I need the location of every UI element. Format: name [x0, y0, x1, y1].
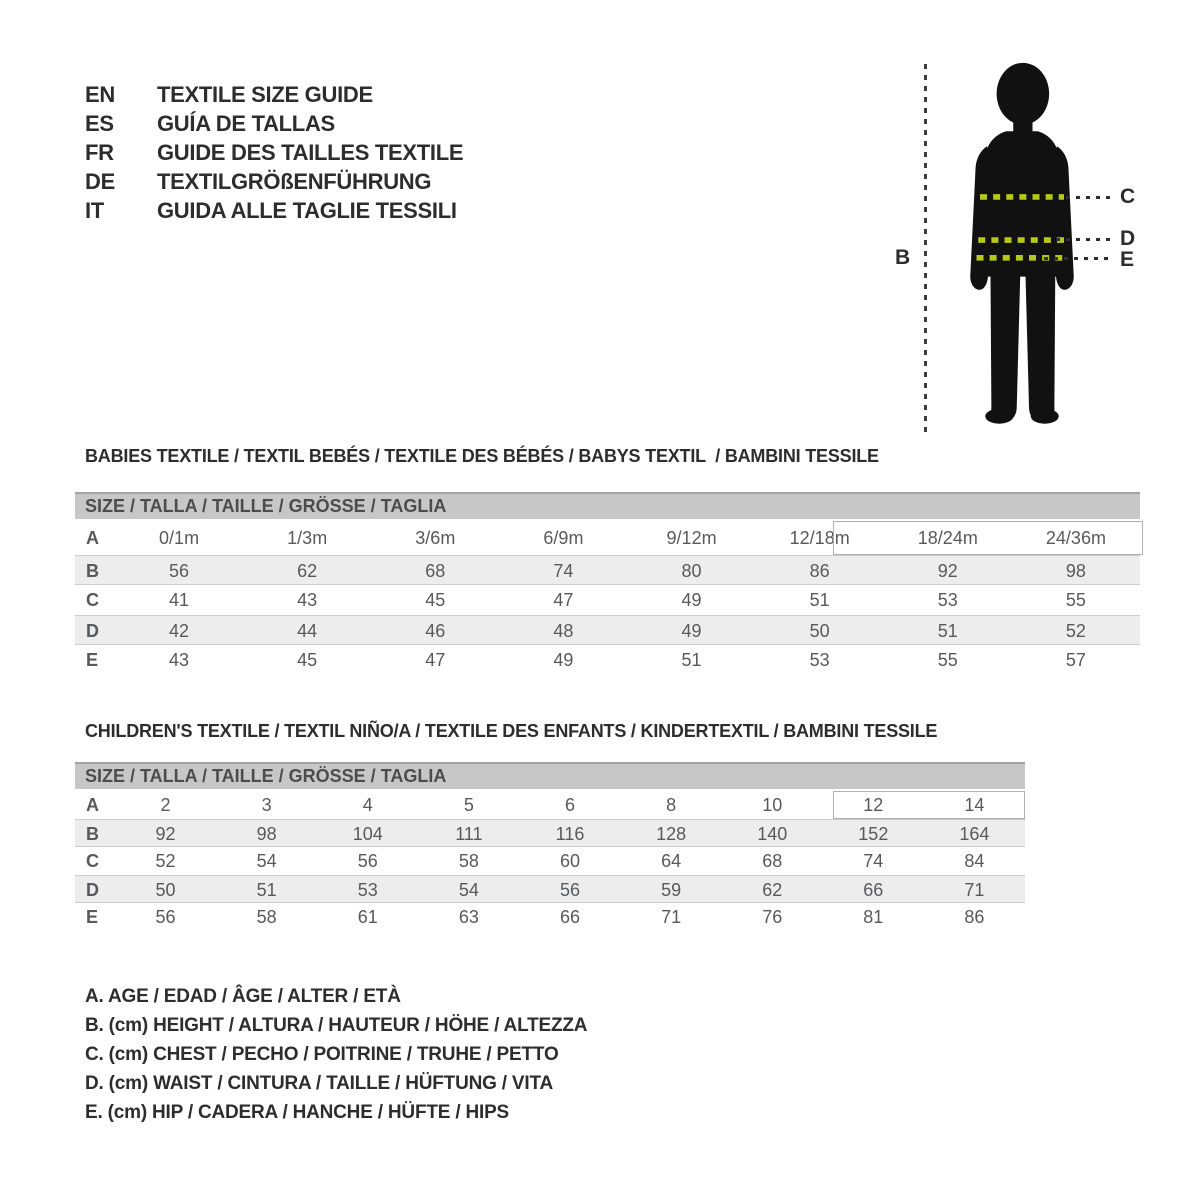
size-value-cell: 60 — [559, 851, 580, 871]
size-value-cell: 62 — [762, 880, 783, 900]
size-value-cell: 43 — [169, 650, 190, 670]
size-value-cell: 61 — [357, 907, 378, 927]
size-value-cell: 6 — [564, 795, 575, 815]
size-table-row-D — [75, 615, 1140, 645]
size-value-cell: 2 — [160, 795, 171, 815]
language-guide-title: GUIDE DES TAILLES TEXTILE — [157, 140, 464, 165]
size-value-cell: 62 — [297, 561, 318, 581]
size-value-cell: 54 — [458, 880, 479, 900]
size-value-cell: 53 — [357, 880, 378, 900]
hip-dotted-line — [1044, 257, 1110, 260]
size-value-cell: 0/1m — [159, 528, 200, 548]
size-value-cell: 92 — [937, 561, 958, 581]
size-value-cell: 50 — [809, 621, 830, 641]
size-value-cell: 4 — [362, 795, 373, 815]
legend-item: E. (cm) HIP / CADERA / HANCHE / HÜFTE / HIPS — [85, 1102, 510, 1123]
size-table-header: SIZE / TALLA / TAILLE / GRÖSSE / TAGLIA — [75, 762, 1025, 789]
size-value-cell: 55 — [1065, 590, 1086, 610]
size-value-cell: 116 — [555, 824, 585, 844]
language-row — [85, 196, 463, 225]
size-value-cell: 68 — [762, 851, 783, 871]
height-measure-dashed-line — [924, 64, 927, 437]
legend-item: C. (cm) CHEST / PECHO / POITRINE / TRUHE / PETTO — [85, 1044, 559, 1065]
size-value-cell: 58 — [458, 851, 479, 871]
size-value-cell: 8 — [666, 795, 677, 815]
size-table-row-C — [75, 847, 1025, 875]
babies-section-title: BABIES TEXTILE / TEXTIL BEBÉS / TEXTILE DES BÉBÉS / BABYS TEXTIL / BAMBINI TESSILE — [85, 446, 879, 466]
size-value-cell: 80 — [681, 561, 702, 581]
size-value-cell: 3/6m — [415, 528, 456, 548]
row-label: C — [86, 590, 99, 610]
row-label: A — [86, 528, 99, 548]
size-value-cell: 6/9m — [543, 528, 584, 548]
size-table-row-B — [75, 819, 1025, 847]
size-value-cell: 45 — [297, 650, 318, 670]
size-value-cell: 56 — [169, 561, 190, 581]
size-value-cell: 48 — [553, 621, 574, 641]
size-table-row-E — [75, 645, 1140, 675]
height-measure-label: B — [895, 246, 911, 269]
language-code: IT — [85, 198, 104, 223]
language-row — [85, 80, 463, 109]
language-guide-title: GUIDA ALLE TAGLIE TESSILI — [157, 198, 457, 223]
size-value-cell: 71 — [964, 880, 985, 900]
size-value-cell: 51 — [937, 621, 958, 641]
size-value-cell: 51 — [256, 880, 277, 900]
size-value-cell: 1/3m — [287, 528, 328, 548]
row-label: D — [86, 621, 99, 641]
measurement-legend — [85, 982, 587, 1127]
size-value-cell: 56 — [155, 907, 176, 927]
size-value-cell: 71 — [661, 907, 682, 927]
size-table-row-B — [75, 555, 1140, 585]
language-code: FR — [85, 140, 114, 165]
size-value-cell: 5 — [463, 795, 474, 815]
size-value-cell: 42 — [169, 621, 190, 641]
size-value-cell: 14 — [964, 795, 985, 815]
size-value-cell: 18/24m — [917, 528, 978, 548]
size-value-cell: 52 — [155, 851, 176, 871]
waist-dotted-line — [1056, 238, 1110, 241]
size-value-cell: 140 — [757, 824, 788, 844]
legend-item: D. (cm) WAIST / CINTURA / TAILLE / HÜFTUNG / VITA — [85, 1073, 553, 1094]
size-table-row-D — [75, 875, 1025, 903]
size-value-cell: 12/18m — [789, 528, 850, 548]
babies-highlighted-sizes-box — [833, 521, 1143, 555]
row-label: B — [86, 824, 99, 844]
size-value-cell: 57 — [1065, 650, 1086, 670]
size-value-cell: 49 — [553, 650, 574, 670]
size-value-cell: 66 — [559, 907, 580, 927]
language-title-list — [85, 80, 463, 225]
size-value-cell: 128 — [656, 824, 687, 844]
size-value-cell: 24/36m — [1045, 528, 1106, 548]
size-value-cell: 47 — [553, 590, 574, 610]
size-table-row-C — [75, 585, 1140, 615]
size-value-cell: 86 — [964, 907, 985, 927]
size-value-cell: 12 — [863, 795, 884, 815]
legend-item: A. AGE / EDAD / ÂGE / ALTER / ETÀ — [85, 986, 401, 1007]
row-label: A — [86, 795, 99, 815]
size-value-cell: 9/12m — [666, 528, 717, 548]
size-value-cell: 98 — [256, 824, 277, 844]
size-value-cell: 74 — [863, 851, 884, 871]
size-value-cell: 86 — [809, 561, 830, 581]
size-value-cell: 54 — [256, 851, 277, 871]
size-value-cell: 44 — [297, 621, 318, 641]
size-value-cell: 41 — [169, 590, 190, 610]
language-row — [85, 138, 463, 167]
size-value-cell: 51 — [681, 650, 702, 670]
size-value-cell: 52 — [1065, 621, 1086, 641]
size-value-cell: 45 — [425, 590, 446, 610]
row-label: C — [86, 851, 99, 871]
babies-size-table — [75, 492, 1140, 675]
size-value-cell: 56 — [357, 851, 378, 871]
size-value-cell: 111 — [455, 824, 483, 844]
row-label: E — [86, 650, 99, 670]
size-value-cell: 55 — [937, 650, 958, 670]
size-value-cell: 50 — [155, 880, 176, 900]
size-value-cell: 53 — [809, 650, 830, 670]
size-value-cell: 98 — [1065, 561, 1086, 581]
size-value-cell: 76 — [762, 907, 783, 927]
hip-measure-label: E — [1120, 248, 1135, 271]
size-value-cell: 84 — [964, 851, 985, 871]
children-section-title: CHILDREN'S TEXTILE / TEXTIL NIÑO/A / TEXTILE DES ENFANTS / KINDERTEXTIL / BAMBINI TESSILE — [85, 721, 938, 741]
size-value-cell: 47 — [425, 650, 446, 670]
row-label: E — [86, 907, 99, 927]
size-value-cell: 53 — [937, 590, 958, 610]
size-value-cell: 58 — [256, 907, 277, 927]
size-value-cell: 74 — [553, 561, 574, 581]
size-value-cell: 152 — [858, 824, 889, 844]
language-guide-title: TEXTILGRÖßENFÜHRUNG — [157, 169, 432, 194]
size-value-cell: 10 — [762, 795, 783, 815]
size-value-cell: 66 — [863, 880, 884, 900]
size-value-cell: 63 — [458, 907, 479, 927]
language-guide-title: TEXTILE SIZE GUIDE — [157, 82, 373, 107]
size-value-cell: 51 — [809, 590, 830, 610]
language-row — [85, 109, 463, 138]
language-guide-title: GUÍA DE TALLAS — [157, 111, 335, 136]
size-value-cell: 81 — [863, 907, 884, 927]
waist-measure-label: D — [1120, 227, 1136, 250]
language-row — [85, 167, 463, 196]
size-value-cell: 43 — [297, 590, 318, 610]
children-size-table — [75, 762, 1025, 931]
language-code: EN — [85, 82, 115, 107]
size-value-cell: 49 — [681, 590, 702, 610]
size-value-cell: 104 — [352, 824, 383, 844]
size-value-cell: 46 — [425, 621, 446, 641]
size-value-cell: 49 — [681, 621, 702, 641]
chest-measure-label: C — [1120, 185, 1136, 208]
legend-item: B. (cm) HEIGHT / ALTURA / HAUTEUR / HÖHE / ALTEZZA — [85, 1015, 588, 1036]
size-value-cell: 3 — [261, 795, 272, 815]
size-value-cell: 59 — [661, 880, 682, 900]
row-label: B — [86, 561, 99, 581]
size-value-cell: 92 — [155, 824, 176, 844]
children-highlighted-sizes-box — [833, 791, 1025, 819]
size-value-cell: 68 — [425, 561, 446, 581]
size-value-cell: 64 — [661, 851, 682, 871]
size-table-header: SIZE / TALLA / TAILLE / GRÖSSE / TAGLIA — [75, 492, 1140, 519]
size-table-row-E — [75, 903, 1025, 931]
child-silhouette-image — [952, 60, 1092, 435]
language-code: DE — [85, 169, 115, 194]
size-value-cell: 164 — [959, 824, 990, 844]
chest-dotted-line — [1066, 196, 1110, 199]
language-code: ES — [85, 111, 114, 136]
size-value-cell: 56 — [559, 880, 580, 900]
row-label: D — [86, 880, 99, 900]
